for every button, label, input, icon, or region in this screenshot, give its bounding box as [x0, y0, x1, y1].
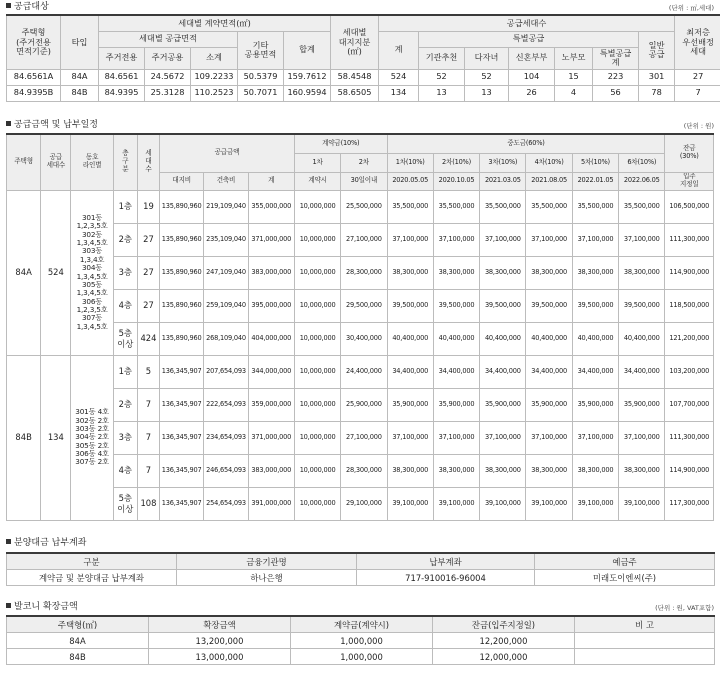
payment-account-title: 분양대금 납부계좌 — [6, 535, 86, 548]
dep1-cell: 10,000,000 — [294, 223, 340, 256]
col-dep2-date: 30일이내 — [341, 172, 387, 190]
balcony-unit: (단위 : 원, VAT포함) — [655, 604, 714, 612]
total-cell: 395,000,000 — [248, 289, 294, 322]
m5-cell: 38,300,000 — [572, 454, 618, 487]
col-dep1: 1차 — [294, 153, 340, 172]
col-middle-group: 중도금(60%) — [387, 134, 665, 153]
col-middle-date-4: 2021.08.05 — [526, 172, 572, 190]
bullet-square-icon — [6, 539, 11, 544]
total-cell: 383,000,000 — [248, 454, 294, 487]
land-cell: 136,345,907 — [160, 355, 204, 388]
dong-line-text: 1,3,4,5호 — [76, 271, 108, 281]
dep2-cell: 27,100,000 — [341, 421, 387, 454]
count-cell: 5 — [137, 355, 159, 388]
dep1-cell: 10,000,000 — [294, 190, 340, 223]
col-floor: 층 구 분 — [113, 134, 137, 190]
col-house-type: 주택형 (주거전용 면적기준) — [7, 15, 61, 69]
col-middle-2: 2차(10%) — [433, 153, 479, 172]
table-row: 84.6561A 84A 84.6561 24.5672 109.2233 50.5379 159.7612 58.4548 524 52 52 104 15 223 301 27 — [7, 69, 720, 85]
land-cell: 136,345,907 — [160, 388, 204, 421]
dong-line-text: 303동 — [81, 246, 103, 256]
col-middle-date-5: 2022.01.05 — [572, 172, 618, 190]
col-middle-date-6: 2022.06.05 — [619, 172, 665, 190]
floor-cell: 1층 — [113, 190, 137, 223]
price-schedule-header — [6, 118, 714, 130]
m5-cell: 35,500,000 — [572, 190, 618, 223]
building-cell: 222,654,093 — [204, 388, 248, 421]
total-cell: 391,000,000 — [248, 487, 294, 520]
m6-cell: 38,300,000 — [619, 256, 665, 289]
m3-cell: 35,900,000 — [480, 388, 526, 421]
dong-line-text: 1,3,4,5호 — [76, 288, 108, 298]
m5-cell: 39,100,000 — [572, 487, 618, 520]
dong-line-text: 1,3,4,5호 — [76, 321, 108, 331]
col-middle-6: 6차(10%) — [619, 153, 665, 172]
col-price: 확장금액 — [149, 616, 291, 633]
col-general: 일반 공급 — [639, 31, 675, 69]
dep2-cell: 27,100,000 — [341, 223, 387, 256]
land-cell: 136,345,907 — [160, 454, 204, 487]
supply-target-section — [6, 0, 714, 102]
table-row — [7, 421, 714, 454]
col-elderly: 노부모 — [555, 47, 593, 69]
col-deposit-group: 계약금(10%) — [294, 134, 387, 153]
building-cell: 247,109,040 — [204, 256, 248, 289]
dep1-cell: 10,000,000 — [294, 256, 340, 289]
balance-cell: 114,900,000 — [665, 454, 714, 487]
col-multichild: 다자녀 — [465, 47, 509, 69]
m5-cell: 38,300,000 — [572, 256, 618, 289]
col-special: 특별공급 — [419, 31, 639, 47]
m3-cell: 39,100,000 — [480, 487, 526, 520]
dep1-cell: 10,000,000 — [294, 421, 340, 454]
col-middle-5: 5차(10%) — [572, 153, 618, 172]
balance-cell: 114,900,000 — [665, 256, 714, 289]
col-units-group: 공급세대수 — [379, 15, 675, 31]
count-cell: 19 — [137, 190, 159, 223]
table-row — [7, 190, 714, 223]
col-common: 주거공용 — [145, 47, 191, 69]
balcony-table — [6, 615, 715, 665]
m4-cell: 37,100,000 — [526, 421, 572, 454]
m1-cell: 39,500,000 — [387, 289, 433, 322]
col-middle-1: 1차(10%) — [387, 153, 433, 172]
m6-cell: 35,900,000 — [619, 388, 665, 421]
balance-cell: 111,300,000 — [665, 421, 714, 454]
m2-cell: 38,300,000 — [433, 454, 479, 487]
dong-line-text: 307동 2호 — [75, 457, 109, 467]
col-middle-4: 4차(10%) — [526, 153, 572, 172]
payment-account-table — [6, 552, 715, 586]
supply-target-unit: (단위 : ㎡,세대) — [668, 4, 714, 12]
m3-cell: 37,100,000 — [480, 223, 526, 256]
dep1-cell: 10,000,000 — [294, 355, 340, 388]
dong-line-text: 305동 — [81, 279, 103, 289]
dong-line-text: 304동 2호 — [75, 432, 109, 442]
dong-line-cell — [71, 355, 113, 520]
m3-cell: 38,300,000 — [480, 256, 526, 289]
bullet-square-icon — [6, 121, 11, 126]
land-cell: 135,890,960 — [160, 322, 204, 355]
land-cell: 135,890,960 — [160, 223, 204, 256]
col-price-total: 계 — [248, 172, 294, 190]
col-bank: 금융기관명 — [177, 553, 357, 570]
dep1-cell: 10,000,000 — [294, 388, 340, 421]
balcony-title: 발코니 확장금액 — [6, 599, 78, 612]
building-cell: 235,109,040 — [204, 223, 248, 256]
dep2-cell: 24,400,000 — [341, 355, 387, 388]
price-schedule-body — [7, 190, 714, 520]
m2-cell: 34,400,000 — [433, 355, 479, 388]
floor-cell: 1층 — [113, 355, 137, 388]
land-cell: 135,890,960 — [160, 256, 204, 289]
count-cell: 424 — [137, 322, 159, 355]
m1-cell: 40,400,000 — [387, 322, 433, 355]
dong-line-text: 302동 2호 — [75, 415, 109, 425]
m3-cell: 39,500,000 — [480, 289, 526, 322]
dong-line-text: 303동 2호 — [75, 423, 109, 433]
col-balance-date: 입주 지정일 — [665, 172, 714, 190]
col-deposit: 계약금(계약시) — [291, 616, 433, 633]
dong-line-cell — [71, 190, 113, 355]
m1-cell: 37,100,000 — [387, 223, 433, 256]
m5-cell: 35,900,000 — [572, 388, 618, 421]
account-number: 717-910016-96004 — [357, 570, 535, 586]
dong-line-text: 1,3,4호 — [79, 254, 105, 264]
dep2-cell: 25,900,000 — [341, 388, 387, 421]
dong-line-text: 304동 — [81, 263, 103, 273]
floor-cell: 5층 이상 — [113, 322, 137, 355]
building-cell: 219,109,040 — [204, 190, 248, 223]
dep2-cell: 28,300,000 — [341, 256, 387, 289]
m4-cell: 39,100,000 — [526, 487, 572, 520]
m2-cell: 40,400,000 — [433, 322, 479, 355]
m6-cell: 39,100,000 — [619, 487, 665, 520]
table-row — [7, 256, 714, 289]
dep2-cell: 28,300,000 — [341, 454, 387, 487]
table-row: 84B 13,000,000 1,000,000 12,000,000 — [7, 649, 715, 665]
account-bank: 하나은행 — [177, 570, 357, 586]
floor-cell: 4층 — [113, 454, 137, 487]
land-cell: 136,345,907 — [160, 421, 204, 454]
col-note: 비 고 — [575, 616, 715, 633]
m6-cell: 37,100,000 — [619, 223, 665, 256]
land-cell: 136,345,907 — [160, 487, 204, 520]
floor-cell: 3층 — [113, 421, 137, 454]
dong-line-text: 301동 4호 — [75, 407, 109, 417]
floor-cell: 5층 이상 — [113, 487, 137, 520]
m4-cell: 40,400,000 — [526, 322, 572, 355]
land-cell: 135,890,960 — [160, 190, 204, 223]
building-cell: 254,654,093 — [204, 487, 248, 520]
m3-cell: 37,100,000 — [480, 421, 526, 454]
col-units-total: 계 — [379, 31, 419, 69]
units-cell: 134 — [41, 355, 71, 520]
balance-cell: 106,500,000 — [665, 190, 714, 223]
units-cell: 524 — [41, 190, 71, 355]
col-special-total: 특별공급 계 — [593, 47, 639, 69]
price-schedule-title: 공급금액 및 납부일정 — [6, 117, 98, 130]
table-row — [7, 322, 714, 355]
col-units: 공급 세대수 — [41, 134, 71, 190]
building-cell: 268,109,040 — [204, 322, 248, 355]
col-land-price: 대지비 — [160, 172, 204, 190]
col-institution: 기관추천 — [419, 47, 465, 69]
col-exclusive: 주거전용 — [99, 47, 145, 69]
house-type-cell: 84B — [7, 355, 41, 520]
dong-line-text: 306동 4호 — [75, 449, 109, 459]
col-dep2: 2차 — [341, 153, 387, 172]
col-middle-date-1: 2020.05.05 — [387, 172, 433, 190]
col-middle-date-2: 2020.10.05 — [433, 172, 479, 190]
m2-cell: 37,100,000 — [433, 223, 479, 256]
col-supply-area: 세대별 공급면적 — [99, 31, 238, 47]
table-row — [7, 388, 714, 421]
supply-target-title: 공급대상 — [6, 0, 49, 12]
m6-cell: 38,300,000 — [619, 454, 665, 487]
table-row — [7, 487, 714, 520]
col-balance: 잔금(입주지정일) — [433, 616, 575, 633]
total-cell: 371,000,000 — [248, 421, 294, 454]
supply-target-table — [6, 14, 720, 102]
dong-line-text: 305동 2호 — [75, 440, 109, 450]
total-cell: 355,000,000 — [248, 190, 294, 223]
dong-line-text: 1,3,4,5호 — [76, 237, 108, 247]
count-cell: 7 — [137, 454, 159, 487]
dep2-cell: 25,500,000 — [341, 190, 387, 223]
col-newlywed: 신혼부부 — [509, 47, 555, 69]
table-row — [7, 355, 714, 388]
dep2-cell: 29,100,000 — [341, 487, 387, 520]
dep2-cell: 29,500,000 — [341, 289, 387, 322]
col-land-share: 세대별 대지지분 (㎡) — [331, 15, 379, 69]
col-subtotal: 소계 — [191, 47, 238, 69]
count-cell: 7 — [137, 421, 159, 454]
m3-cell: 38,300,000 — [480, 454, 526, 487]
bullet-square-icon — [6, 3, 11, 8]
dep1-cell: 10,000,000 — [294, 487, 340, 520]
dep1-cell: 10,000,000 — [294, 454, 340, 487]
m1-cell: 34,400,000 — [387, 355, 433, 388]
m2-cell: 39,500,000 — [433, 289, 479, 322]
building-cell: 234,654,093 — [204, 421, 248, 454]
price-schedule-table — [6, 133, 714, 521]
m4-cell: 37,100,000 — [526, 223, 572, 256]
m1-cell: 38,300,000 — [387, 256, 433, 289]
col-balance: 잔금 (30%) — [665, 134, 714, 172]
floor-cell: 4층 — [113, 289, 137, 322]
m6-cell: 37,100,000 — [619, 421, 665, 454]
m1-cell: 37,100,000 — [387, 421, 433, 454]
m1-cell: 38,300,000 — [387, 454, 433, 487]
count-cell: 27 — [137, 256, 159, 289]
count-cell: 27 — [137, 289, 159, 322]
table-row — [7, 223, 714, 256]
col-area-sum: 합계 — [284, 31, 331, 69]
dep2-cell: 30,400,000 — [341, 322, 387, 355]
m4-cell: 39,500,000 — [526, 289, 572, 322]
m4-cell: 34,400,000 — [526, 355, 572, 388]
col-area-group: 세대별 계약면적(㎡) — [99, 15, 331, 31]
m4-cell: 38,300,000 — [526, 454, 572, 487]
col-count: 세 대 수 — [137, 134, 159, 190]
price-schedule-section — [6, 118, 714, 521]
building-cell: 259,109,040 — [204, 289, 248, 322]
m6-cell: 40,400,000 — [619, 322, 665, 355]
col-priority: 최저층 우선배정 세대 — [675, 15, 720, 69]
count-cell: 27 — [137, 223, 159, 256]
total-cell: 383,000,000 — [248, 256, 294, 289]
payment-account-section — [6, 536, 714, 586]
m5-cell: 40,400,000 — [572, 322, 618, 355]
total-cell: 404,000,000 — [248, 322, 294, 355]
total-cell: 371,000,000 — [248, 223, 294, 256]
dong-line-text: 1,2,3,5호 — [76, 221, 108, 231]
col-building-price: 건축비 — [204, 172, 248, 190]
m3-cell: 35,500,000 — [480, 190, 526, 223]
col-holder: 예금주 — [535, 553, 715, 570]
m5-cell: 37,100,000 — [572, 223, 618, 256]
balance-cell: 107,700,000 — [665, 388, 714, 421]
m4-cell: 38,300,000 — [526, 256, 572, 289]
m2-cell: 35,500,000 — [433, 190, 479, 223]
col-dep1-date: 계약시 — [294, 172, 340, 190]
price-schedule-unit: (단위 : 원) — [683, 122, 714, 130]
m2-cell: 39,100,000 — [433, 487, 479, 520]
m2-cell: 38,300,000 — [433, 256, 479, 289]
m3-cell: 34,400,000 — [480, 355, 526, 388]
table-row — [7, 289, 714, 322]
dong-line-text: 306동 — [81, 296, 103, 306]
count-cell: 108 — [137, 487, 159, 520]
total-cell: 344,000,000 — [248, 355, 294, 388]
total-cell: 359,000,000 — [248, 388, 294, 421]
balance-cell: 121,200,000 — [665, 322, 714, 355]
m2-cell: 35,900,000 — [433, 388, 479, 421]
m1-cell: 35,900,000 — [387, 388, 433, 421]
col-middle-3: 3차(10%) — [480, 153, 526, 172]
count-cell: 7 — [137, 388, 159, 421]
bullet-square-icon — [6, 603, 11, 608]
house-type-cell: 84A — [7, 190, 41, 355]
m4-cell: 35,500,000 — [526, 190, 572, 223]
dep1-cell: 10,000,000 — [294, 322, 340, 355]
dong-line-text: 1,2,3,5호 — [76, 305, 108, 315]
floor-cell: 3층 — [113, 256, 137, 289]
m3-cell: 40,400,000 — [480, 322, 526, 355]
m1-cell: 35,500,000 — [387, 190, 433, 223]
col-type: 주택형(㎡) — [7, 616, 149, 633]
table-row: 84A 13,200,000 1,000,000 12,200,000 — [7, 633, 715, 649]
m1-cell: 39,100,000 — [387, 487, 433, 520]
m2-cell: 37,100,000 — [433, 421, 479, 454]
dong-line-text: 302동 — [81, 229, 103, 239]
supply-target-header — [6, 0, 714, 12]
m5-cell: 34,400,000 — [572, 355, 618, 388]
account-category: 계약금 및 분양대금 납부계좌 — [7, 570, 177, 586]
balance-cell: 111,300,000 — [665, 223, 714, 256]
dong-line-text: 307동 — [81, 313, 103, 323]
col-dong-line: 동호 라인별 — [71, 134, 113, 190]
col-price-group: 공급금액 — [160, 134, 295, 172]
building-cell: 207,654,093 — [204, 355, 248, 388]
balcony-header — [6, 600, 714, 612]
balance-cell: 117,300,000 — [665, 487, 714, 520]
balcony-section — [6, 600, 714, 665]
col-account: 납부계좌 — [357, 553, 535, 570]
balance-cell: 118,500,000 — [665, 289, 714, 322]
m4-cell: 35,900,000 — [526, 388, 572, 421]
m6-cell: 39,500,000 — [619, 289, 665, 322]
m5-cell: 39,500,000 — [572, 289, 618, 322]
col-house-type: 주택형 — [7, 134, 41, 190]
building-cell: 246,654,093 — [204, 454, 248, 487]
m6-cell: 34,400,000 — [619, 355, 665, 388]
land-cell: 135,890,960 — [160, 289, 204, 322]
account-holder: 미래도이엔씨(주) — [535, 570, 715, 586]
floor-cell: 2층 — [113, 388, 137, 421]
m6-cell: 35,500,000 — [619, 190, 665, 223]
dong-line-text: 301동 — [81, 212, 103, 222]
table-row — [7, 454, 714, 487]
balance-cell: 103,200,000 — [665, 355, 714, 388]
col-other-common: 기타 공용면적 — [238, 31, 284, 69]
payment-account-header — [6, 536, 714, 548]
m5-cell: 37,100,000 — [572, 421, 618, 454]
col-tip: 타입 — [61, 15, 99, 69]
col-category: 구분 — [7, 553, 177, 570]
col-middle-date-3: 2021.03.05 — [480, 172, 526, 190]
dep1-cell: 10,000,000 — [294, 289, 340, 322]
table-row: 84.9395B 84B 84.9395 25.3128 110.2523 50.7071 160.9594 58.6505 134 13 13 26 4 56 78 7 — [7, 85, 720, 101]
floor-cell: 2층 — [113, 223, 137, 256]
table-row — [7, 570, 715, 586]
